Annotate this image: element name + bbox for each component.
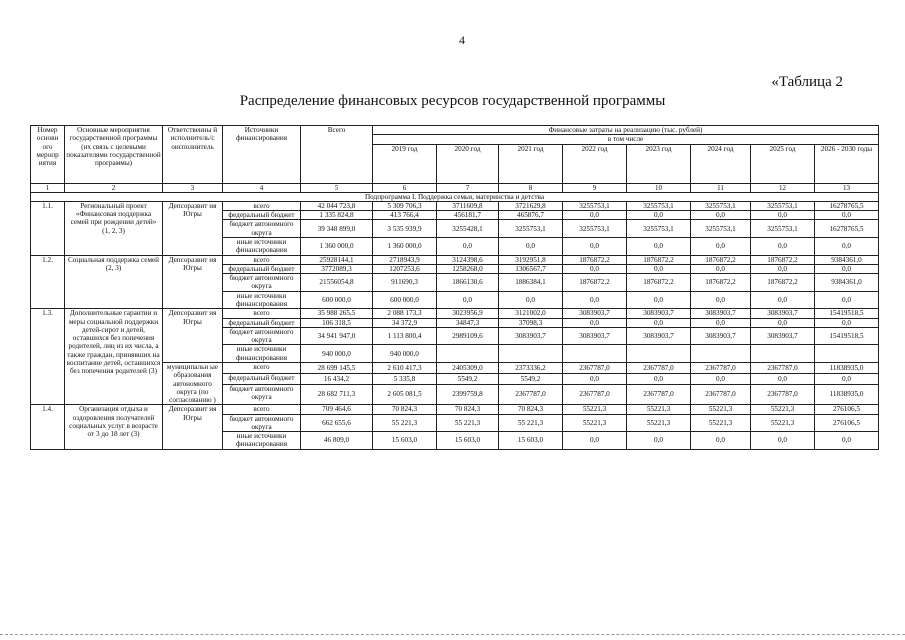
column-number: 1 xyxy=(31,183,65,192)
amount-cell: 3083903,7 xyxy=(563,327,627,345)
amount-cell: 662 655,6 xyxy=(301,414,373,432)
table-row xyxy=(31,201,879,210)
funding-source: бюджет автономного округа xyxy=(223,274,301,292)
amount-cell: 0,0 xyxy=(815,318,879,327)
amount-cell: 1886384,1 xyxy=(499,274,563,292)
header-year: 2019 год xyxy=(373,144,437,183)
amount-cell: 2 610 417,3 xyxy=(373,362,437,373)
amount-cell: 3083903,7 xyxy=(627,327,691,345)
amount-cell: 35 988 265,5 xyxy=(301,309,373,318)
amount-cell: 0,0 xyxy=(691,238,751,256)
amount-cell: 3192951,8 xyxy=(499,255,563,264)
amount-cell: 1876872,2 xyxy=(627,274,691,292)
amount-cell: 55221,3 xyxy=(751,414,815,432)
funding-source: всего xyxy=(223,309,301,318)
amount-cell: 2373336,2 xyxy=(499,362,563,373)
amount-cell: 70 824,3 xyxy=(437,405,499,414)
amount-cell: 55221,3 xyxy=(691,414,751,432)
amount-cell: 3255753,1 xyxy=(751,220,815,238)
amount-cell: 2367787,0 xyxy=(691,362,751,373)
amount-cell xyxy=(563,345,627,363)
document-title: Распределение финансовых ресурсов государственной программы xyxy=(239,93,666,109)
amount-cell: 2399759,8 xyxy=(437,384,499,405)
amount-cell: 55221,3 xyxy=(563,414,627,432)
amount-cell: 0,0 xyxy=(751,238,815,256)
measure-name: Дополнительные гарантии и меры социальной поддержки детей-сирот и детей, оставшихся без попечения родителей, лиц из их числа, а также граждан, принявших на воспитание детей, оставшихся без попечения родителей (3) xyxy=(65,309,163,405)
amount-cell: 0,0 xyxy=(751,432,815,450)
amount-cell: 21556054,8 xyxy=(301,274,373,292)
executor: муниципальн ые образования автономного округа (по согласованию ) xyxy=(163,362,223,404)
amount-cell: 16278765,5 xyxy=(815,220,879,238)
executor: Депсоразвит ия Югры xyxy=(163,201,223,255)
amount-cell: 0,0 xyxy=(815,373,879,384)
executor: Депсоразвит ия Югры xyxy=(163,255,223,309)
executor: Депсоразвит ия Югры xyxy=(163,405,223,449)
amount-cell: 3255753,1 xyxy=(499,220,563,238)
amount-cell: 11838935,0 xyxy=(815,362,879,373)
column-number: 10 xyxy=(627,183,691,192)
table-row xyxy=(31,255,879,264)
amount-cell: 3772089,3 xyxy=(301,264,373,273)
amount-cell: 0,0 xyxy=(815,432,879,450)
amount-cell: 70 824,3 xyxy=(373,405,437,414)
amount-cell: 9384361,0 xyxy=(815,274,879,292)
amount-cell: 1876872,2 xyxy=(751,274,815,292)
amount-cell: 600 000,0 xyxy=(301,291,373,309)
header-year: 2024 год xyxy=(691,144,751,183)
amount-cell: 5 309 706,3 xyxy=(373,201,437,210)
amount-cell: 3255753,1 xyxy=(691,201,751,210)
column-number: 11 xyxy=(691,183,751,192)
amount-cell: 0,0 xyxy=(563,264,627,273)
amount-cell: 15 603,0 xyxy=(373,432,437,450)
amount-cell: 709 464,6 xyxy=(301,405,373,414)
amount-cell: 3083903,7 xyxy=(627,309,691,318)
amount-cell: 1 360 000,0 xyxy=(373,238,437,256)
column-number: 5 xyxy=(301,183,373,192)
amount-cell: 55221,3 xyxy=(751,405,815,414)
amount-cell: 0,0 xyxy=(627,291,691,309)
amount-cell: 0,0 xyxy=(563,318,627,327)
amount-cell: 0,0 xyxy=(563,211,627,220)
amount-cell: 0,0 xyxy=(815,291,879,309)
header-including: в том числе xyxy=(373,135,879,144)
amount-cell: 2367787,0 xyxy=(563,384,627,405)
amount-cell: 0,0 xyxy=(627,238,691,256)
column-number: 8 xyxy=(499,183,563,192)
amount-cell: 3255753,1 xyxy=(563,201,627,210)
amount-cell: 0,0 xyxy=(563,432,627,450)
amount-cell: 3711609,8 xyxy=(437,201,499,210)
page-bottom-rule xyxy=(0,634,905,635)
amount-cell: 0,0 xyxy=(751,211,815,220)
funding-source: иные источники финансирования xyxy=(223,345,301,363)
amount-cell: 55221,3 xyxy=(627,414,691,432)
amount-cell: 2 088 173,3 xyxy=(373,309,437,318)
column-number: 2 xyxy=(65,183,163,192)
page-number: 4 xyxy=(459,33,465,47)
column-number: 3 xyxy=(163,183,223,192)
funding-source: бюджет автономного округа xyxy=(223,414,301,432)
amount-cell xyxy=(627,345,691,363)
amount-cell: 2718943,9 xyxy=(373,255,437,264)
amount-cell: 465876,7 xyxy=(499,211,563,220)
amount-cell xyxy=(751,345,815,363)
subprogram-title: Подпрограмма I. Поддержка семьи, материнства и детства xyxy=(31,192,879,201)
amount-cell: 0,0 xyxy=(563,373,627,384)
amount-cell: 55 221,3 xyxy=(373,414,437,432)
amount-cell: 3255428,1 xyxy=(437,220,499,238)
header-year: 2022 год xyxy=(563,144,627,183)
amount-cell: 3121002,0 xyxy=(499,309,563,318)
amount-cell: 0,0 xyxy=(751,291,815,309)
amount-cell: 0,0 xyxy=(437,238,499,256)
amount-cell: 15 603,0 xyxy=(499,432,563,450)
measure-number: 1.2. xyxy=(31,255,65,309)
amount-cell: 2367787,0 xyxy=(751,384,815,405)
amount-cell: 0,0 xyxy=(499,291,563,309)
funding-source: всего xyxy=(223,362,301,373)
amount-cell: 0,0 xyxy=(691,264,751,273)
amount-cell: 11838935,0 xyxy=(815,384,879,405)
amount-cell: 3255753,1 xyxy=(563,220,627,238)
amount-cell: 15419518,5 xyxy=(815,309,879,318)
amount-cell: 0,0 xyxy=(627,318,691,327)
amount-cell: 1876872,2 xyxy=(563,255,627,264)
amount-cell: 413 766,4 xyxy=(373,211,437,220)
amount-cell: 42 044 723,8 xyxy=(301,201,373,210)
amount-cell: 2367787,0 xyxy=(627,384,691,405)
amount-cell: 3023956,9 xyxy=(437,309,499,318)
column-number: 4 xyxy=(223,183,301,192)
amount-cell: 3083903,7 xyxy=(751,309,815,318)
amount-cell: 3721629,8 xyxy=(499,201,563,210)
funding-source: всего xyxy=(223,201,301,210)
amount-cell: 16278765,5 xyxy=(815,201,879,210)
amount-cell: 2 605 081,5 xyxy=(373,384,437,405)
amount-cell: 1 113 800,4 xyxy=(373,327,437,345)
amount-cell xyxy=(691,345,751,363)
amount-cell: 3083903,7 xyxy=(751,327,815,345)
funding-source: федеральный бюджет xyxy=(223,318,301,327)
amount-cell: 911690,3 xyxy=(373,274,437,292)
amount-cell: 0,0 xyxy=(627,432,691,450)
amount-cell: 55221,3 xyxy=(627,405,691,414)
amount-cell: 0,0 xyxy=(751,264,815,273)
amount-cell: 70 824,3 xyxy=(499,405,563,414)
amount-cell: 600 000,0 xyxy=(373,291,437,309)
column-number: 12 xyxy=(751,183,815,192)
amount-cell: 1866130,6 xyxy=(437,274,499,292)
header-year: 2023 год xyxy=(627,144,691,183)
amount-cell: 3124398,6 xyxy=(437,255,499,264)
financing-table xyxy=(30,125,879,450)
amount-cell: 2367787,0 xyxy=(751,362,815,373)
amount-cell: 0,0 xyxy=(815,211,879,220)
funding-source: федеральный бюджет xyxy=(223,264,301,273)
amount-cell: 0,0 xyxy=(815,238,879,256)
amount-cell: 940 000,0 xyxy=(301,345,373,363)
funding-source: иные источники финансирования xyxy=(223,291,301,309)
amount-cell: 276106,5 xyxy=(815,405,879,414)
funding-source: федеральный бюджет xyxy=(223,211,301,220)
amount-cell: 0,0 xyxy=(691,373,751,384)
amount-cell: 1876872,2 xyxy=(627,255,691,264)
amount-cell: 1876872,2 xyxy=(751,255,815,264)
amount-cell: 3083903,7 xyxy=(499,327,563,345)
funding-source: бюджет автономного округа xyxy=(223,220,301,238)
amount-cell: 34 941 947,0 xyxy=(301,327,373,345)
header-financial-costs: Финансовые затраты на реализацию (тыс. рублей) xyxy=(373,126,879,135)
amount-cell: 55 221,3 xyxy=(499,414,563,432)
amount-cell: 55221,3 xyxy=(563,405,627,414)
amount-cell: 1 335 824,8 xyxy=(301,211,373,220)
amount-cell: 2367787,0 xyxy=(499,384,563,405)
amount-cell: 5549,2 xyxy=(437,373,499,384)
funding-source: бюджет автономного округа xyxy=(223,384,301,405)
amount-cell: 0,0 xyxy=(563,291,627,309)
amount-cell: 34 372,9 xyxy=(373,318,437,327)
measure-number: 1.3. xyxy=(31,309,65,405)
amount-cell: 0,0 xyxy=(691,432,751,450)
amount-cell: 2367787,0 xyxy=(691,384,751,405)
amount-cell: 1207253,6 xyxy=(373,264,437,273)
column-number: 13 xyxy=(815,183,879,192)
amount-cell: 3083903,7 xyxy=(691,309,751,318)
amount-cell: 940 000,0 xyxy=(373,345,437,363)
table-row xyxy=(31,309,879,318)
executor: Депсоразвит ия Югры xyxy=(163,309,223,363)
amount-cell: 2405309,0 xyxy=(437,362,499,373)
amount-cell: 0,0 xyxy=(691,318,751,327)
measure-name: Региональный проект «Финансовая поддержка семей при рождении детей» (1, 2, 3) xyxy=(65,201,163,255)
amount-cell: 456181,7 xyxy=(437,211,499,220)
amount-cell: 2367787,0 xyxy=(627,362,691,373)
amount-cell: 34847,3 xyxy=(437,318,499,327)
amount-cell: 0,0 xyxy=(691,291,751,309)
header-year: 2025 год xyxy=(751,144,815,183)
table-row xyxy=(31,405,879,414)
measure-name: Социальная поддержка семей (2, 3) xyxy=(65,255,163,309)
amount-cell: 3255753,1 xyxy=(751,201,815,210)
header-main-measures: Основные мероприятия государственной программы (их связь с целевыми показателями государственной программы) xyxy=(65,126,163,184)
amount-cell: 0,0 xyxy=(627,264,691,273)
header-year: 2026 - 2030 годы xyxy=(815,144,879,183)
amount-cell: 0,0 xyxy=(627,373,691,384)
header-total: Всего xyxy=(301,126,373,184)
amount-cell: 5 335,8 xyxy=(373,373,437,384)
amount-cell: 1 360 000,0 xyxy=(301,238,373,256)
amount-cell: 0,0 xyxy=(563,238,627,256)
amount-cell: 3255753,1 xyxy=(627,220,691,238)
amount-cell: 3255753,1 xyxy=(691,220,751,238)
header-funding-sources: Источники финансирования xyxy=(223,126,301,184)
amount-cell: 1876872,2 xyxy=(691,274,751,292)
amount-cell: 2989109,6 xyxy=(437,327,499,345)
amount-cell: 25928144,1 xyxy=(301,255,373,264)
amount-cell: 15 603,0 xyxy=(437,432,499,450)
amount-cell: 1876872,2 xyxy=(691,255,751,264)
amount-cell: 55221,3 xyxy=(691,405,751,414)
amount-cell: 276106,5 xyxy=(815,414,879,432)
amount-cell: 39 348 899,0 xyxy=(301,220,373,238)
funding-source: всего xyxy=(223,255,301,264)
funding-source: федеральный бюджет xyxy=(223,373,301,384)
amount-cell: 55 221,3 xyxy=(437,414,499,432)
amount-cell: 46 809,0 xyxy=(301,432,373,450)
measure-name: Организация отдыха и оздоровления получателей социальных услуг в возрасте от 3 до 18 лет (3) xyxy=(65,405,163,449)
amount-cell: 0,0 xyxy=(627,211,691,220)
amount-cell: 28 699 145,5 xyxy=(301,362,373,373)
header-year: 2021 год xyxy=(499,144,563,183)
funding-source: иные источники финансирования xyxy=(223,238,301,256)
column-number: 9 xyxy=(563,183,627,192)
amount-cell: 2367787,0 xyxy=(563,362,627,373)
amount-cell xyxy=(815,345,879,363)
column-number: 6 xyxy=(373,183,437,192)
measure-number: 1.4. xyxy=(31,405,65,449)
amount-cell: 15419518,5 xyxy=(815,327,879,345)
amount-cell: 0,0 xyxy=(691,211,751,220)
funding-source: всего xyxy=(223,405,301,414)
amount-cell: 0,0 xyxy=(437,291,499,309)
amount-cell: 9384361,0 xyxy=(815,255,879,264)
header-year: 2020 год xyxy=(437,144,499,183)
amount-cell xyxy=(499,345,563,363)
amount-cell: 16 434,2 xyxy=(301,373,373,384)
amount-cell: 3 535 939,9 xyxy=(373,220,437,238)
amount-cell: 37098,3 xyxy=(499,318,563,327)
header-measure-number: Номер основн ого меропр иятия xyxy=(31,126,65,184)
amount-cell: 1258268,0 xyxy=(437,264,499,273)
measure-number: 1.1. xyxy=(31,201,65,255)
amount-cell: 0,0 xyxy=(499,238,563,256)
funding-source: иные источники финансирования xyxy=(223,432,301,450)
table-label: «Таблица 2 xyxy=(771,74,843,90)
amount-cell: 3083903,7 xyxy=(563,309,627,318)
amount-cell: 5549,2 xyxy=(499,373,563,384)
amount-cell: 3255753,1 xyxy=(627,201,691,210)
amount-cell: 3083903,7 xyxy=(691,327,751,345)
amount-cell: 1306567,7 xyxy=(499,264,563,273)
header-executor: Ответственны й исполнитель/с оисполнитель xyxy=(163,126,223,184)
amount-cell: 28 682 711,3 xyxy=(301,384,373,405)
amount-cell: 1876872,2 xyxy=(563,274,627,292)
amount-cell: 0,0 xyxy=(751,318,815,327)
amount-cell: 0,0 xyxy=(815,264,879,273)
amount-cell: 0,0 xyxy=(751,373,815,384)
funding-source: бюджет автономного округа xyxy=(223,327,301,345)
amount-cell: 106 318,5 xyxy=(301,318,373,327)
amount-cell xyxy=(437,345,499,363)
column-number: 7 xyxy=(437,183,499,192)
